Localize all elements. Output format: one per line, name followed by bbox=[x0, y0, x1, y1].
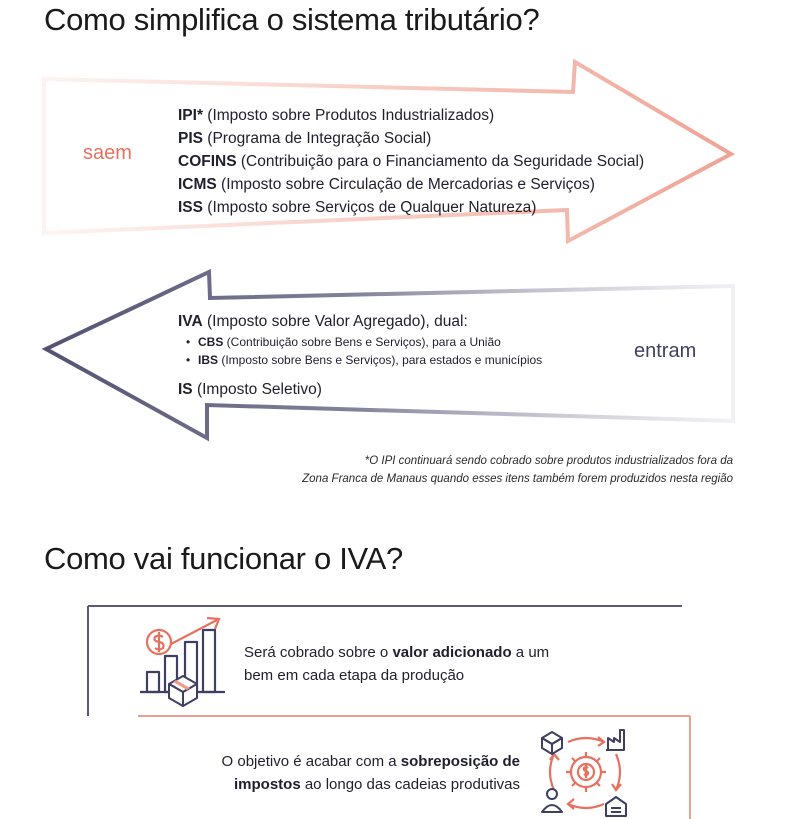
tax-item: ISS (Imposto sobre Serviços de Qualquer Natureza) bbox=[178, 199, 537, 216]
box2-text: O objetivo é acabar com a sobreposição de impostos ao longo das cadeias produtivas bbox=[221, 753, 520, 793]
iva-sub-item: • CBS (Contribuição sobre Bens e Serviços), para a União bbox=[186, 335, 501, 349]
tax-item: IPI* (Imposto sobre Produtos Industrializados) bbox=[178, 107, 495, 124]
tax-item: ICMS (Imposto sobre Circulação de Mercadorias e Serviços) bbox=[178, 176, 595, 193]
is-item: IS (Imposto Seletivo) bbox=[178, 381, 322, 398]
out-tax-list bbox=[178, 104, 644, 219]
out-label: saem bbox=[83, 142, 132, 164]
cycle-gear-icon bbox=[536, 724, 636, 819]
iva-sub-item: • IBS (Imposto sobre Bens e Serviços), para estados e municípios bbox=[186, 353, 543, 367]
section-title-iva: Como vai funcionar o IVA? bbox=[44, 541, 403, 576]
iva-item: IVA (Imposto sobre Valor Agregado), dual: bbox=[178, 313, 468, 330]
tax-item: PIS (Programa de Integração Social) bbox=[178, 130, 432, 147]
growth-chart-icon bbox=[135, 612, 231, 708]
in-label: entram bbox=[634, 340, 697, 362]
box1-text: Será cobrado sobre o valor adicionado a um bem em cada etapa da produção bbox=[244, 644, 550, 684]
in-tax-list bbox=[178, 310, 542, 401]
section-title-simplify: Como simplifica o sistema tributário? bbox=[44, 2, 540, 37]
footnote: *O IPI continuará sendo cobrado sobre produtos industrializados fora da Zona Franca de Manaus quando esses itens também forem produzidos nesta região bbox=[302, 455, 733, 485]
tax-item: COFINS (Contribuição para o Financiamento da Seguridade Social) bbox=[178, 153, 645, 170]
